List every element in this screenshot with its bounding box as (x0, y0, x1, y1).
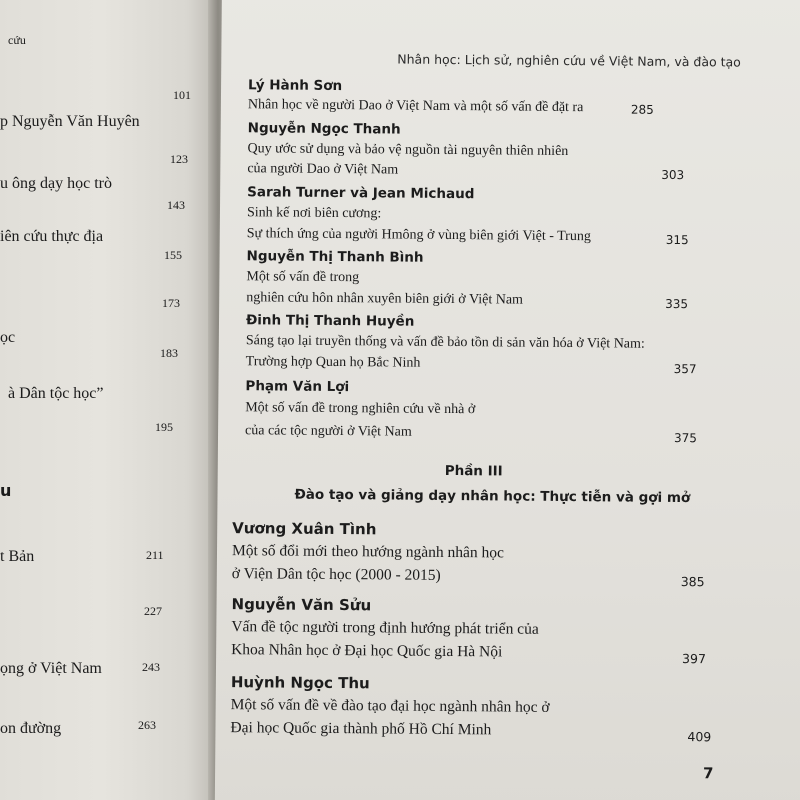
left-page-number: 211 (146, 548, 164, 562)
toc-author: Nguyễn Thị Thanh Bình (246, 248, 424, 266)
toc-title: Một số vấn đề trong (246, 269, 360, 286)
left-page-number: 227 (144, 604, 162, 618)
toc-title: ở Viện Dân tộc học (2000 - 2015) (231, 565, 441, 584)
toc-author: Phạm Văn Lợi (245, 378, 350, 396)
left-page-number: 123 (170, 152, 188, 166)
left-page-number: 101 (173, 88, 191, 102)
left-page-line: on đường (0, 720, 62, 737)
page-folio: 7 (703, 764, 714, 783)
left-page-line: p Nguyễn Văn Huyên (0, 113, 140, 130)
toc-author: Nguyễn Văn Sửu (231, 595, 372, 615)
left-page-number: 243 (142, 660, 160, 674)
toc-page-number: 385 (680, 574, 705, 590)
left-page-number: cứu (8, 33, 26, 47)
part-title: Đào tạo và giảng dạy nhân học: Thực tiễn và gợi mở (294, 486, 691, 507)
toc-page-number: 397 (682, 651, 707, 667)
left-page-line: t Bản (0, 548, 35, 565)
toc-title: Một số đổi mới theo hướng ngành nhân học (231, 542, 505, 562)
left-page-number: 173 (162, 296, 180, 310)
toc-title: Một số vấn đề trong nghiên cứu về nhà ở (245, 400, 476, 418)
left-page-number: 155 (164, 248, 182, 262)
toc-title: Nhân học về người Dao ở Việt Nam và một số vấn đề đặt ra (247, 97, 584, 116)
toc-title: Vấn đề tộc người trong định hướng phát triển của (231, 618, 539, 638)
toc-page-number: 357 (673, 361, 697, 377)
toc-page-number: 375 (673, 430, 697, 446)
toc-author: Đinh Thị Thanh Huyền (245, 312, 415, 330)
toc-author: Nguyễn Ngọc Thanh (247, 120, 401, 138)
left-page-number: 195 (155, 420, 173, 434)
left-page-line: iên cứu thực địa (0, 228, 104, 245)
left-page-number: 183 (160, 346, 178, 360)
left-page-line: u (0, 481, 12, 500)
toc-author: Sarah Turner và Jean Michaud (247, 184, 475, 203)
left-page-line: ọng ở Việt Nam (0, 660, 102, 677)
running-header: Nhân học: Lịch sử, nghiên cứu về Việt Nam, và đào tạo (397, 51, 741, 70)
toc-title: Quy ước sử dụng và bảo vệ nguồn tài nguyên thiên nhiên (247, 141, 569, 160)
toc-title: Sinh kế nơi biên cương: (246, 205, 382, 222)
toc-author: Lý Hành Sơn (248, 77, 343, 95)
left-page-line: à Dân tộc học” (8, 385, 104, 402)
toc-page-number: 335 (665, 296, 689, 312)
toc-page-number: 315 (665, 232, 689, 248)
toc-title: Sáng tạo lại truyền thống và vấn đề bảo tồn di sản văn hóa ở Việt Nam: (245, 333, 645, 352)
left-page-line: ọc (0, 329, 16, 346)
right-page (215, 0, 800, 800)
toc-title: Sự thích ứng của người Hmông ở vùng biên giới Việt - Trung (246, 226, 591, 245)
left-page-number: 143 (167, 198, 185, 212)
toc-page-number: 285 (630, 102, 654, 117)
toc-author: Vương Xuân Tình (232, 519, 377, 539)
toc-page-number: 409 (687, 729, 712, 745)
part-label: Phần III (444, 462, 503, 480)
toc-title: Khoa Nhân học ở Đại học Quốc gia Hà Nội (231, 641, 503, 661)
toc-title: nghiên cứu hôn nhân xuyên biên giới ở Việt Nam (246, 290, 524, 308)
toc-title: của người Dao ở Việt Nam (247, 161, 399, 178)
left-page-number: 263 (138, 718, 156, 732)
toc-title: Đại học Quốc gia thành phố Hồ Chí Minh (230, 719, 492, 739)
toc-title: của các tộc người ở Việt Nam (245, 423, 412, 440)
toc-author: Huỳnh Ngọc Thu (230, 673, 370, 693)
left-page-line: u ông dạy học trò (0, 175, 112, 192)
toc-title: Trường hợp Quan họ Bắc Ninh (245, 354, 421, 371)
toc-title: Một số vấn đề về đào tạo đại học ngành nhân học ở (230, 696, 550, 716)
toc-page-number: 303 (661, 167, 685, 183)
